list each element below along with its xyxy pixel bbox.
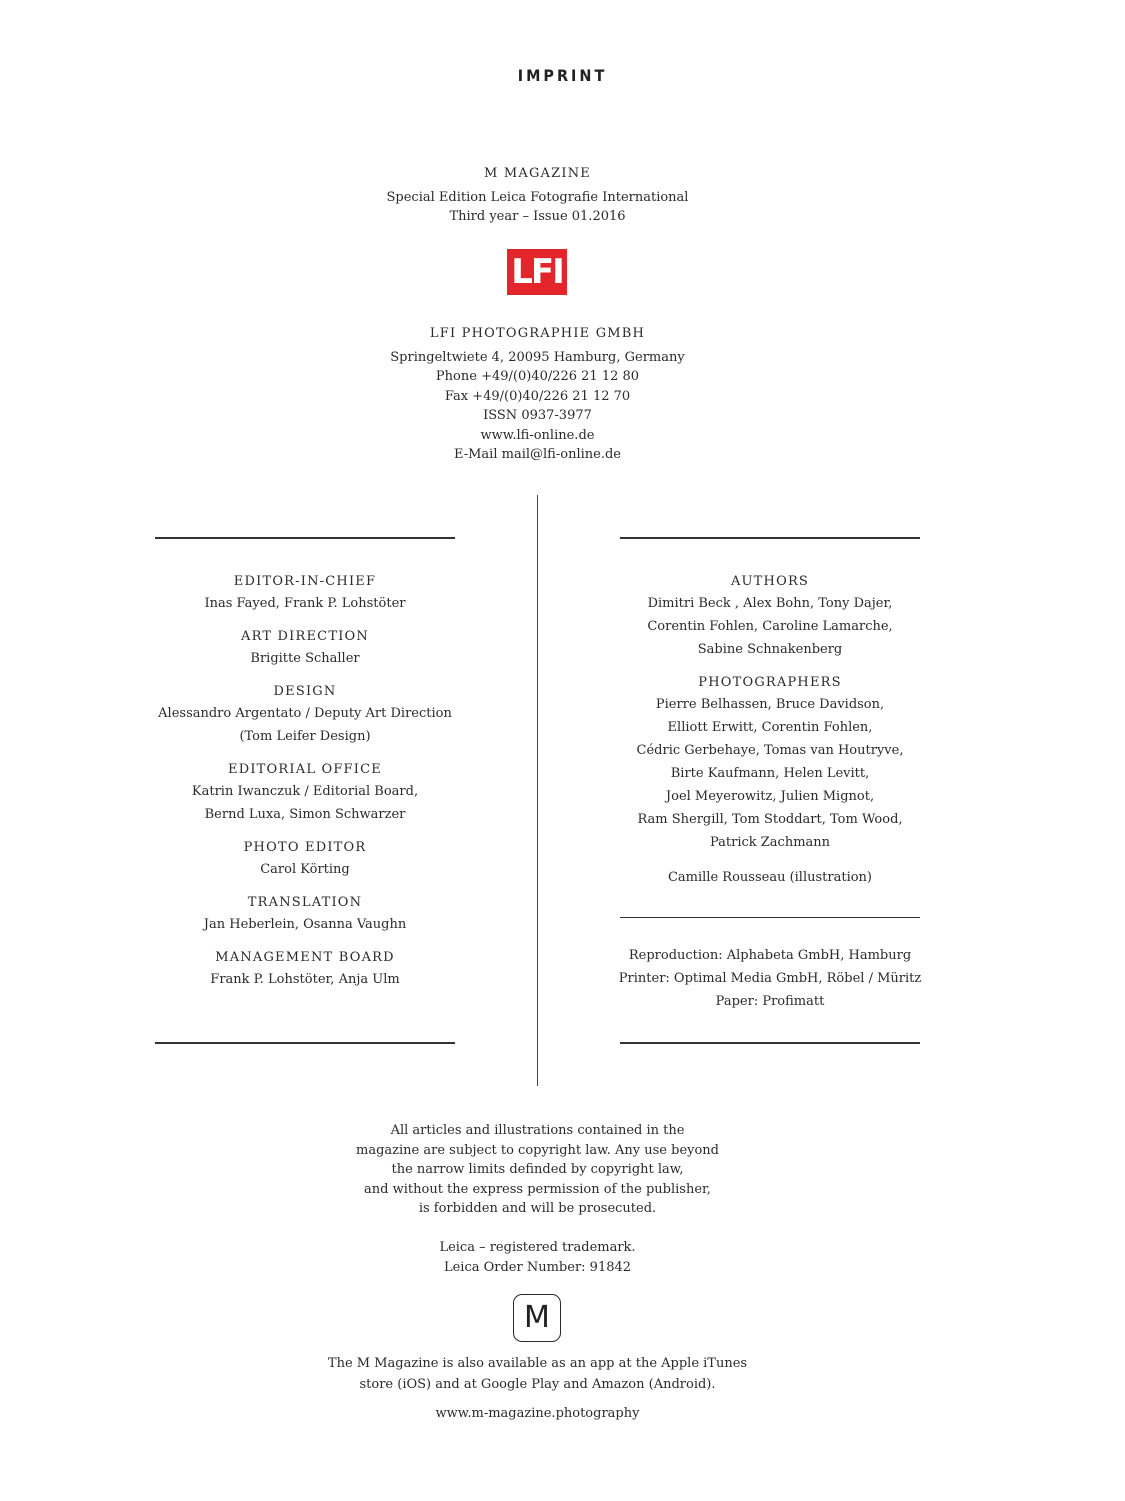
trademark-line-2: Leica Order Number: 91842 — [443, 1259, 632, 1275]
m-app-icon: M — [513, 1294, 561, 1342]
authors-group — [620, 572, 920, 661]
photo-editor-group — [155, 838, 455, 881]
art-direction-names: Brigitte Schaller — [250, 651, 360, 666]
photographers-group — [620, 673, 920, 854]
editorial-office-title: EDITORIAL OFFICE — [228, 762, 382, 777]
left-top-rule — [155, 537, 455, 539]
photographers-line-3: Cédric Gerbehaye, Tomas van Houtryve, — [636, 743, 904, 758]
design-line-2: (Tom Leifer Design) — [239, 729, 371, 744]
copyright-line-4: and without the express permission of the publisher, — [364, 1181, 711, 1197]
copyright-notice — [0, 1121, 1075, 1219]
app-line-1: The M Magazine is also available as an app at the Apple iTunes — [327, 1356, 748, 1371]
authors-line-3: Sabine Schnakenberg — [697, 642, 843, 657]
publisher-name: LFI PHOTOGRAPHIE GMBH — [429, 326, 646, 341]
editor-title: EDITOR-IN-CHIEF — [233, 574, 377, 589]
paper-credit: Paper: Profimatt — [715, 994, 825, 1009]
publisher-block — [0, 324, 1075, 465]
publisher-fax: Fax +49/(0)40/226 21 12 70 — [444, 388, 631, 404]
photographers-line-4: Birte Kaufmann, Helen Levitt, — [670, 766, 870, 781]
magazine-website[interactable]: www.m-magazine.photography — [435, 1406, 640, 1421]
translation-names: Jan Heberlein, Osanna Vaughn — [203, 917, 407, 932]
photo-editor-title: PHOTO EDITOR — [243, 840, 367, 855]
translation-title: TRANSLATION — [247, 895, 363, 910]
editorial-office-line-1: Katrin Iwanczuk / Editorial Board, — [191, 784, 419, 799]
illustration-credit: Camille Rousseau (illustration) — [667, 870, 873, 885]
design-title: DESIGN — [273, 684, 337, 699]
publisher-issn: ISSN 0937-3977 — [483, 408, 592, 423]
app-availability — [0, 1354, 1075, 1395]
photographers-line-1: Pierre Belhassen, Bruce Davidson, — [655, 697, 885, 712]
photographers-line-7: Patrick Zachmann — [709, 835, 831, 850]
masthead — [0, 164, 1075, 227]
vertical-divider — [537, 495, 538, 1086]
art-direction-group — [155, 627, 455, 670]
copyright-line-5: is forbidden and will be prosecuted. — [418, 1201, 657, 1216]
right-bottom-rule — [620, 1042, 920, 1044]
management-board-title: MANAGEMENT BOARD — [215, 950, 395, 965]
editorial-office-line-2: Bernd Luxa, Simon Schwarzer — [204, 807, 406, 822]
copyright-line-1: All articles and illustrations contained in the — [390, 1123, 685, 1138]
production-credits — [620, 944, 920, 1013]
publisher-address: Springeltwiete 4, 20095 Hamburg, Germany — [390, 349, 685, 365]
management-board-names: Frank P. Lohstöter, Anja Ulm — [210, 972, 400, 987]
editor-names: Inas Fayed, Frank P. Lohstöter — [204, 596, 406, 611]
right-middle-rule — [620, 917, 920, 918]
photographers-title: PHOTOGRAPHERS — [698, 675, 842, 690]
publisher-phone: Phone +49/(0)40/226 21 12 80 — [435, 369, 640, 384]
photo-editor-names: Carol Körting — [260, 862, 350, 877]
staff-column-left — [155, 572, 455, 1003]
magazine-subtitle: Special Edition Leica Fotografie International — [386, 189, 689, 205]
design-group — [155, 682, 455, 748]
authors-line-2: Corentin Fohlen, Caroline Lamarche, — [647, 619, 893, 634]
photographers-line-6: Ram Shergill, Tom Stoddart, Tom Wood, — [637, 812, 903, 827]
trademark-line-1: Leica – registered trademark. — [439, 1240, 636, 1255]
printer-credit: Printer: Optimal Media GmbH, Röbel / Müritz — [618, 971, 922, 986]
editorial-office-group — [155, 760, 455, 826]
staff-column-right — [620, 572, 920, 889]
trademark-notice — [0, 1238, 1075, 1277]
illustration-credit-group — [620, 866, 920, 889]
photographers-line-2: Elliott Erwitt, Corentin Fohlen, — [667, 720, 873, 735]
management-board-group — [155, 948, 455, 991]
right-top-rule — [620, 537, 920, 539]
publisher-website[interactable]: www.lfi-online.de — [480, 427, 595, 443]
authors-line-1: Dimitri Beck , Alex Bohn, Tony Dajer, — [647, 596, 893, 611]
photographers-line-5: Joel Meyerowitz, Julien Mignot, — [665, 789, 875, 804]
publisher-email[interactable]: E-Mail mail@lfi-online.de — [454, 447, 621, 462]
authors-title: AUTHORS — [730, 574, 810, 589]
left-bottom-rule — [155, 1042, 455, 1044]
translation-group — [155, 893, 455, 936]
lfi-logo: LFI — [507, 249, 567, 295]
magazine-issue: Third year – Issue 01.2016 — [449, 209, 626, 224]
art-direction-title: ART DIRECTION — [241, 629, 369, 644]
app-line-2: store (iOS) and at Google Play and Amazon (Android). — [359, 1376, 716, 1392]
magazine-name: M MAGAZINE — [484, 166, 591, 181]
copyright-line-2: magazine are subject to copyright law. Any use beyond — [356, 1142, 719, 1158]
design-line-1: Alessandro Argentato / Deputy Art Direction — [158, 706, 452, 721]
copyright-line-3: the narrow limits definded by copyright law, — [391, 1162, 684, 1177]
editor-group — [155, 572, 455, 615]
page-heading: IMPRINT — [517, 66, 608, 85]
reproduction-credit: Reproduction: Alphabeta GmbH, Hamburg — [628, 948, 912, 963]
